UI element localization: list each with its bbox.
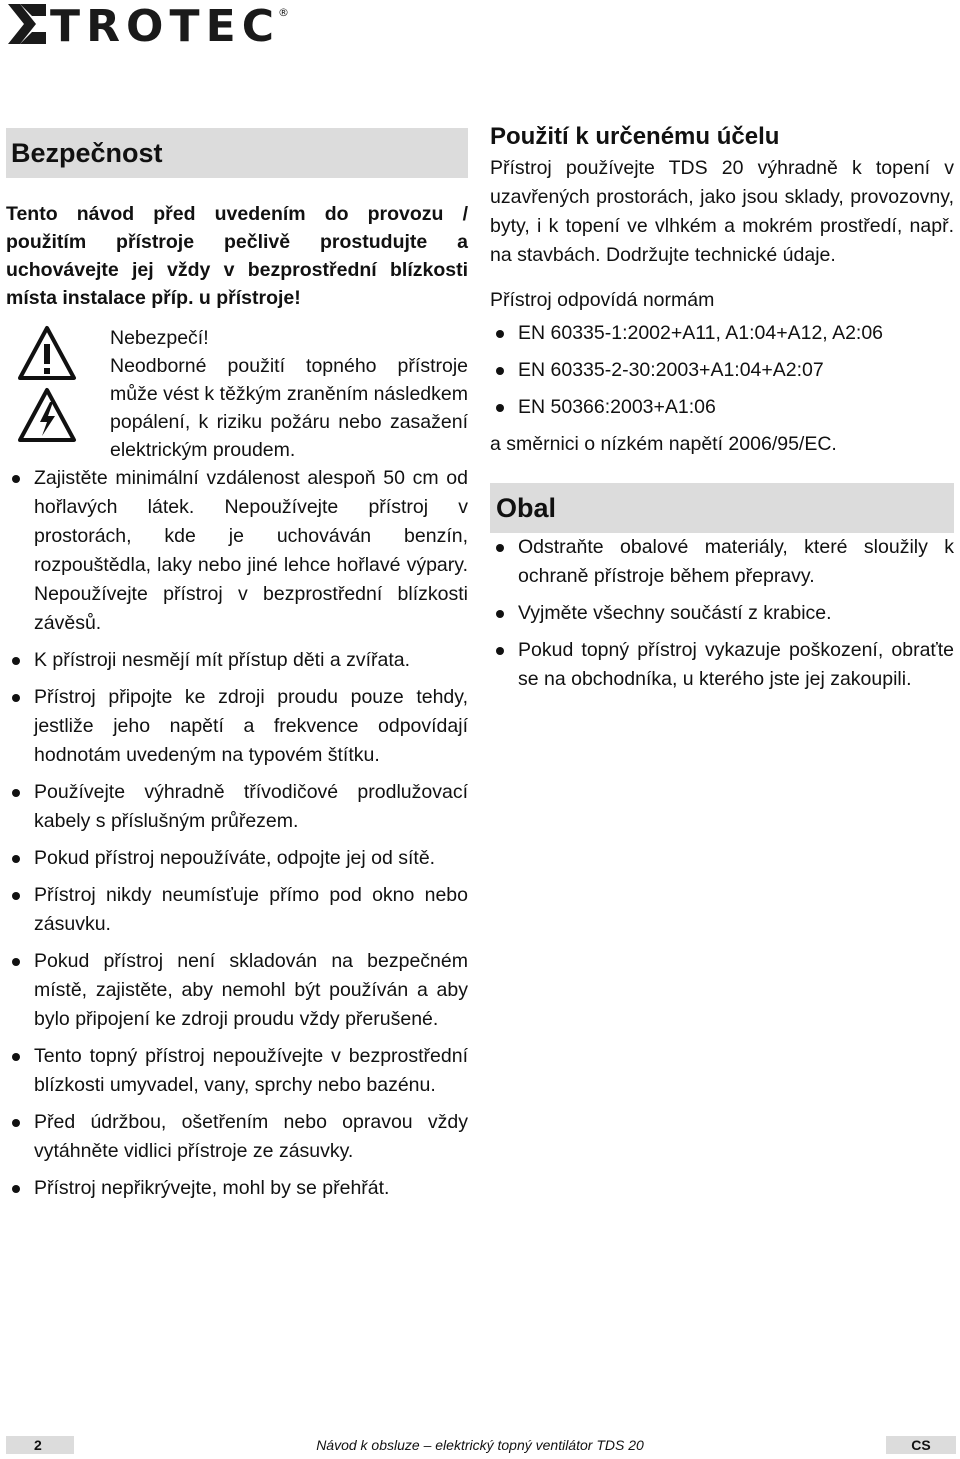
logo-text: TROTEC (50, 2, 276, 46)
page-number: 2 (6, 1436, 74, 1454)
list-item: Odstraňte obalové materiály, které sloužily k ochraně přístroje během přepravy. (490, 533, 954, 591)
list-item: Používejte výhradně třívodičové prodlužovací kabely s příslušným průřezem. (6, 778, 468, 836)
list-item: Zajistěte minimální vzdálenost alespoň 50 cm od hořlavých látek. Nepoužívejte přístroj v prostorách, kde je uchováván benzín, rozpouštědla, laky nebo jiné lehce hořlavé výpary. Nepoužívejte přístroj v bezprostřední blízkosti závěsů. (6, 464, 468, 638)
left-column (6, 128, 468, 1211)
list-item: Před údržbou, ošetřením nebo opravou vždy vytáhněte vidlici přístroje ze zásuvky. (6, 1108, 468, 1166)
packaging-list (490, 533, 954, 694)
norms-outro: a směrnici o nízkém napětí 2006/95/EC. (490, 433, 837, 455)
list-item: Přístroj nikdy neumísťuje přímo pod okno nebo zásuvku. (6, 881, 468, 939)
list-item: EN 60335-2-30:2003+A1:04+A2:07 (490, 356, 954, 385)
danger-title: Nebezpečí! (110, 327, 209, 349)
norms-list (490, 319, 954, 422)
list-item: Pokud přístroj není skladován na bezpečném místě, zajistěte, aby nemohl být používán a aby bylo připojení ke zdroji proudu vždy přerušené. (6, 947, 468, 1034)
registered-mark: ® (278, 6, 289, 19)
list-item: Vyjměte všechny součástí z krabice. (490, 599, 954, 628)
norms-intro: Přístroj odpovídá normám (490, 289, 715, 311)
list-item: EN 50366:2003+A1:06 (490, 393, 954, 422)
language-badge: CS (886, 1436, 956, 1454)
usage-heading: Použití k určenému účelu (490, 123, 780, 150)
page-footer (6, 1436, 956, 1454)
safety-intro: Tento návod před uvedením do provozu / použitím přístroje pečlivě prostudujte a uchovávejte jej vždy v bezprostřední blízkosti místa instalace příp. u přístroje! (6, 203, 468, 309)
packaging-heading: Obal (490, 483, 954, 533)
list-item: Tento topný přístroj nepoužívejte v bezprostřední blízkosti umyvadel, vany, sprchy nebo bazénu. (6, 1042, 468, 1100)
danger-text: Neodborné použití topného přístroje může vést k těžkým zraněním následkem popálení, k riziku požáru nebo zasažení elektrickým proudem. (110, 355, 468, 461)
list-item: Pokud topný přístroj vykazuje poškození, obraťte se na obchodníka, u kterého jste jej zakoupili. (490, 636, 954, 694)
list-item: Přístroj nepřikrývejte, mohl by se přehřát. (6, 1174, 468, 1203)
list-item: Přístroj připojte ke zdroji proudu pouze tehdy, jestliže jeho napětí a frekvence odpovídají hodnotám uvedeným na typovém štítku. (6, 683, 468, 770)
usage-text: Přístroj používejte TDS 20 výhradně k topení v uzavřených prostorách, jako jsou sklady, provozovny, byty, i k topení ve vlhkém a mokrém prostředí, např. na stavbách. Dodržujte technické údaje. (490, 157, 954, 266)
list-item: Pokud přístroj nepoužíváte, odpojte jej od sítě. (6, 844, 468, 873)
warning-triangle-icon (20, 328, 74, 378)
safety-list (6, 464, 468, 1203)
trotec-logo (6, 2, 296, 46)
list-item: EN 60335-1:2002+A11, A1:04+A12, A2:06 (490, 319, 954, 348)
safety-heading: Bezpečnost (6, 128, 468, 178)
right-column (490, 120, 954, 702)
danger-warning (6, 324, 468, 464)
footer-title: Návod k obsluze – elektrický topný ventilátor TDS 20 (316, 1437, 644, 1453)
electric-hazard-icon (20, 390, 74, 440)
list-item: K přístroji nesmějí mít přístup děti a zvířata. (6, 646, 468, 675)
